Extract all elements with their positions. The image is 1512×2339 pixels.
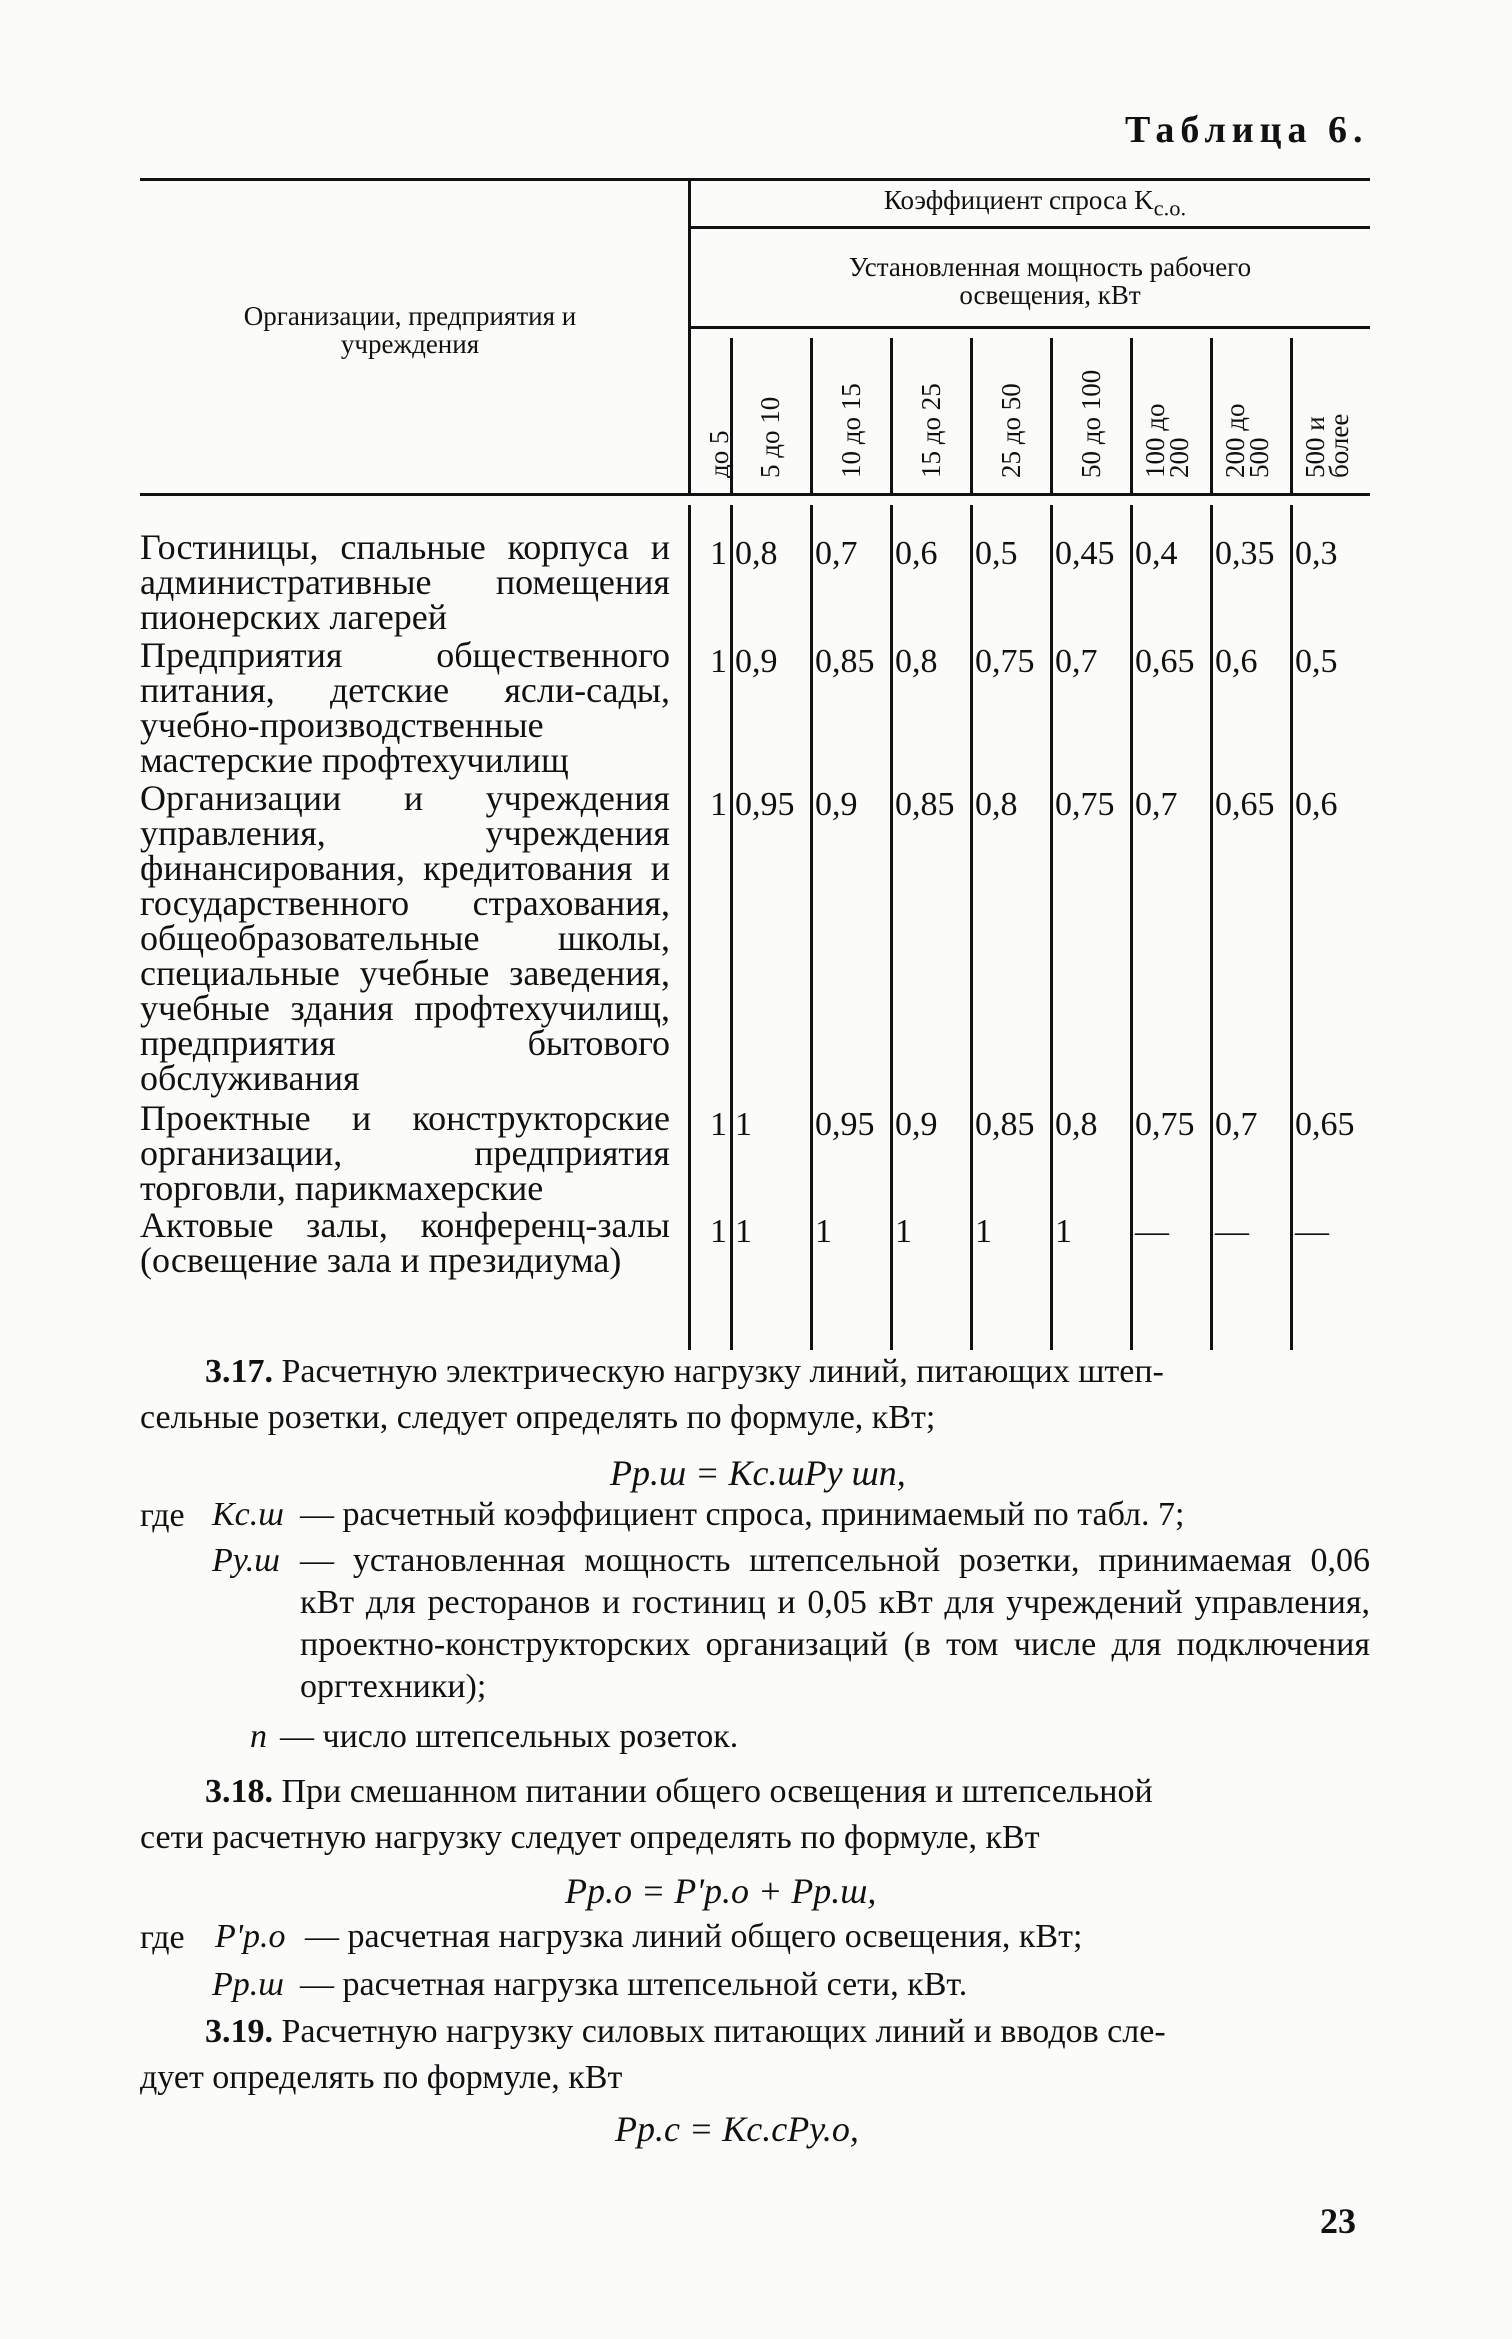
column-divider-header bbox=[1290, 338, 1293, 493]
s319-line1 bbox=[205, 2012, 1166, 2052]
range-8: 500 и более bbox=[1300, 413, 1354, 478]
table-cell: 0,45 bbox=[1055, 535, 1115, 572]
power-rule bbox=[690, 326, 1370, 329]
s318-where: где bbox=[140, 1919, 185, 1956]
table-cell: 1 bbox=[895, 1213, 912, 1250]
table-cell: 0,9 bbox=[815, 786, 858, 823]
range-3: 15 до 25 bbox=[916, 383, 946, 478]
table-cell: 1 bbox=[815, 1213, 832, 1250]
table-cell: — bbox=[1215, 1213, 1249, 1250]
table-cell: 0,7 bbox=[815, 535, 858, 572]
org-column-header: Организации, предприятия и учреждения bbox=[243, 301, 577, 359]
column-divider-header bbox=[970, 338, 973, 493]
s318-def1-sym: Pр.ш bbox=[212, 1966, 284, 2003]
power-header: Установленная мощность рабочего освещения, кВт bbox=[848, 252, 1252, 310]
range-6: 100 до 200 bbox=[1140, 403, 1194, 478]
table-cell: 0,4 bbox=[1135, 535, 1178, 572]
range-4: 25 до 50 bbox=[996, 383, 1026, 478]
range-1: 5 до 10 bbox=[755, 396, 785, 478]
table-top-rule bbox=[140, 178, 1370, 181]
table-cell: 0,35 bbox=[1215, 535, 1275, 572]
table-cell: 0,85 bbox=[815, 643, 875, 680]
table-cell: 0,7 bbox=[1055, 643, 1098, 680]
table-cell: 0,75 bbox=[975, 643, 1035, 680]
table-title: Таблица 6. bbox=[1125, 109, 1369, 151]
s318-text1: При смешанном питании общего освещения и штепсельной bbox=[281, 1773, 1153, 1810]
s317-where: где bbox=[140, 1497, 185, 1534]
s318-def1-text: — расчетная нагрузка штепсельной сети, кВт. bbox=[300, 1966, 968, 2003]
table-cell: 1 bbox=[710, 643, 727, 680]
table-cell: 0,65 bbox=[1295, 1106, 1355, 1143]
s317-formula: Pр.ш = Kс.шPу шn, bbox=[610, 1453, 906, 1493]
column-divider-body bbox=[1050, 505, 1053, 1350]
table-cell: 0,95 bbox=[815, 1106, 875, 1143]
column-divider-body bbox=[1130, 505, 1133, 1350]
table-cell: 0,9 bbox=[735, 643, 778, 680]
table-cell: — bbox=[1295, 1213, 1329, 1250]
s319-text1: Расчетную нагрузку силовых питающих линий и вводов сле- bbox=[281, 2013, 1166, 2050]
table-cell: 0,7 bbox=[1215, 1106, 1258, 1143]
table-cell: 1 bbox=[710, 1106, 727, 1143]
table-cell: 0,75 bbox=[1135, 1106, 1195, 1143]
table-cell: 1 bbox=[710, 535, 727, 572]
table-cell: 0,3 bbox=[1295, 535, 1338, 572]
table-cell: 1 bbox=[710, 1213, 727, 1250]
s317-def1-text: — установленная мощность штепсельной розетки, принимаемая 0,06 кВт для ресторанов и гостиниц и 0,05 кВт для учреждений управления, проектно-конструкторских организаций (в том числе для подключения оргтехники); bbox=[300, 1542, 1370, 1705]
column-divider-body bbox=[730, 505, 733, 1350]
column-divider-header bbox=[1050, 338, 1053, 493]
table-cell: 0,65 bbox=[1135, 643, 1195, 680]
table-cell: 0,7 bbox=[1135, 786, 1178, 823]
column-divider-header bbox=[890, 338, 893, 493]
s317-def2-sym: n bbox=[250, 1718, 267, 1755]
coef-rule bbox=[690, 226, 1370, 229]
s317-text1: Расчетную электрическую нагрузку линий, питающих штеп- bbox=[281, 1353, 1164, 1390]
row-4-org: Актовые залы, конференц-залы (освещение зала и президиума) bbox=[140, 1205, 670, 1280]
table-cell: 0,8 bbox=[1055, 1106, 1098, 1143]
table-cell: 0,5 bbox=[1295, 643, 1338, 680]
table-cell: 0,85 bbox=[975, 1106, 1035, 1143]
column-divider-header bbox=[1130, 338, 1133, 493]
s317-num: 3.17. bbox=[205, 1353, 273, 1390]
row-1-org: Предприятия общественного питания, детские ясли-сады, учебно-производственные мастерские профтехучилищ bbox=[140, 635, 670, 780]
range-0: до 5 bbox=[704, 430, 734, 478]
s317-def2-text: — число штепсельных розеток. bbox=[280, 1718, 739, 1755]
table-cell: 0,6 bbox=[1295, 786, 1338, 823]
coef-label: Коэффициент спроса K bbox=[883, 185, 1154, 215]
table-cell: 1 bbox=[735, 1106, 752, 1143]
table-cell: 0,8 bbox=[975, 786, 1018, 823]
s317-def0-sym: Kс.ш bbox=[212, 1496, 284, 1533]
column-divider-body bbox=[890, 505, 893, 1350]
row-3-org: Проектные и конструкторские организации, предприятия торговли, парикмахерские bbox=[140, 1098, 670, 1208]
column-divider-body bbox=[970, 505, 973, 1350]
s319-formula: Pр.с = Kс.сPу.о, bbox=[615, 2109, 859, 2149]
s318-formula: Pр.о = P'р.о + Pр.ш, bbox=[565, 1871, 877, 1911]
s319-num: 3.19. bbox=[205, 2013, 273, 2050]
s317-line2: сельные розетки, следует определять по формуле, кВт; bbox=[140, 1399, 936, 1436]
range-7: 200 до 500 bbox=[1220, 403, 1274, 478]
s317-line1 bbox=[205, 1352, 1164, 1392]
org-divider bbox=[688, 178, 691, 493]
table-cell: 0,5 bbox=[975, 535, 1018, 572]
s318-line1 bbox=[205, 1772, 1153, 1812]
s318-def0-sym: P'р.о bbox=[215, 1918, 286, 1955]
table-cell: 0,6 bbox=[1215, 643, 1258, 680]
column-divider-body bbox=[810, 505, 813, 1350]
page-number: 23 bbox=[1320, 2201, 1356, 2241]
table-cell: 1 bbox=[1055, 1213, 1072, 1250]
coef-header bbox=[700, 186, 1370, 222]
range-5: 50 до 100 bbox=[1076, 369, 1106, 478]
column-divider-header bbox=[1210, 338, 1213, 493]
table-cell: 0,65 bbox=[1215, 786, 1275, 823]
column-divider-body bbox=[1210, 505, 1213, 1350]
s318-line2: сети расчетную нагрузку следует определять по формуле, кВт bbox=[140, 1819, 1040, 1856]
column-divider-body bbox=[1290, 505, 1293, 1350]
row-0-org: Гостиницы, спальные корпуса и административные помещения пионерских лагерей bbox=[140, 527, 670, 637]
coef-subscript: с.о. bbox=[1153, 195, 1187, 221]
range-2: 10 до 15 bbox=[836, 383, 866, 478]
table-cell: 0,85 bbox=[895, 786, 955, 823]
table-cell: 0,75 bbox=[1055, 786, 1115, 823]
s319-line2: дует определять по формуле, кВт bbox=[140, 2059, 623, 2096]
table-cell: 0,8 bbox=[895, 643, 938, 680]
s317-def1-sym: Pу.ш bbox=[212, 1542, 280, 1579]
table-cell: 1 bbox=[735, 1213, 752, 1250]
row-2-org: Организации и учреждения управления, учреждения финансирования, кредитования и государственного страхования, общеобразовательные школы, специальные учебные заведения, учебные здания профтехучилищ, предприятия бытового обслуживания bbox=[140, 778, 670, 1098]
table-cell: 0,8 bbox=[735, 535, 778, 572]
table-cell: 0,6 bbox=[895, 535, 938, 572]
table-cell: 0,9 bbox=[895, 1106, 938, 1143]
table-cell: 1 bbox=[975, 1213, 992, 1250]
column-divider-header bbox=[810, 338, 813, 493]
s317-def0-text: — расчетный коэффициент спроса, принимаемый по табл. 7; bbox=[300, 1496, 1185, 1533]
table-cell: — bbox=[1135, 1213, 1169, 1250]
header-bottom-rule bbox=[140, 493, 1370, 496]
s318-num: 3.18. bbox=[205, 1773, 273, 1810]
table-cell: 0,95 bbox=[735, 786, 795, 823]
org-divider-body bbox=[688, 505, 691, 1350]
table-cell: 1 bbox=[710, 786, 727, 823]
s318-def0-text: — расчетная нагрузка линий общего освещения, кВт; bbox=[305, 1918, 1083, 1955]
